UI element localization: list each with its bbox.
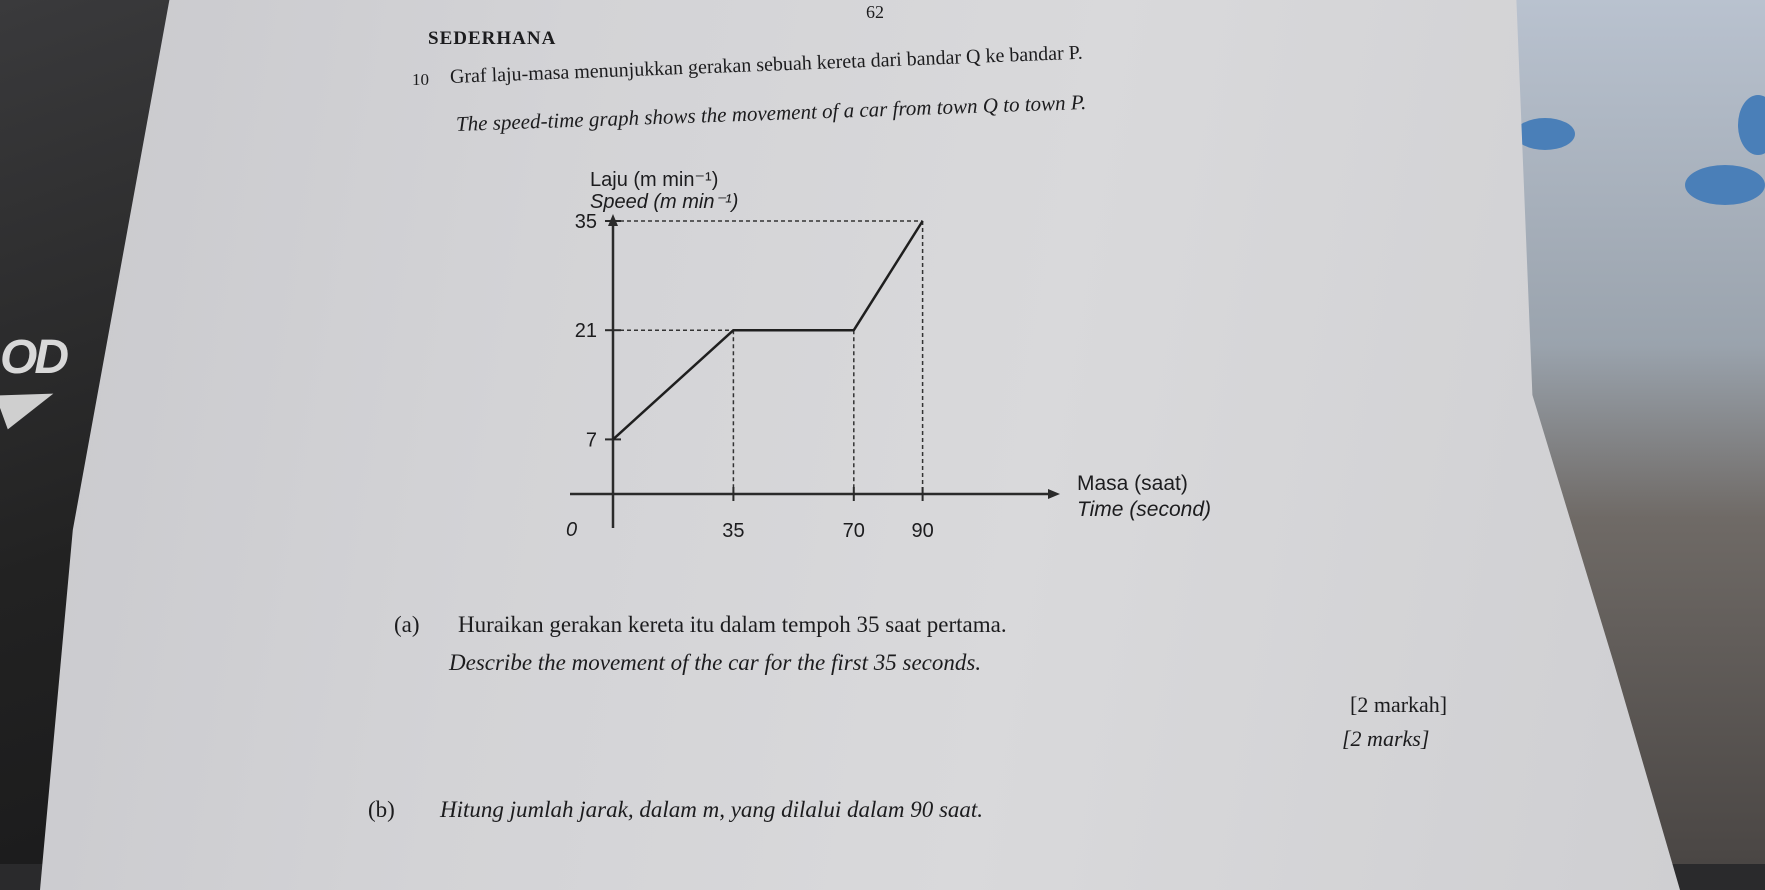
question-text-english: The speed-time graph shows the movement of a car from town Q to town P. <box>455 90 1087 136</box>
y-tick-label: 7 <box>585 429 597 452</box>
part-a-text-english: Describe the movement of the car for the first 35 seconds. <box>449 650 982 675</box>
speed-time-line <box>613 221 923 439</box>
part-a-label: (a) <box>394 612 420 637</box>
part-b-text-malay: Hitung jumlah jarak, dalam m, yang dilalui dalam 90 saat. <box>440 797 984 822</box>
graph-marks <box>575 211 934 542</box>
y-tick-label: 35 <box>574 211 597 233</box>
y-axis-label-english: Speed (m min⁻¹) <box>590 191 739 213</box>
x-tick-label: 90 <box>911 520 934 542</box>
x-axis-arrow <box>1048 489 1060 499</box>
part-a-marks-malay: [2 markah] <box>1350 692 1448 717</box>
x-axis-label-english: Time (second) <box>1077 498 1212 521</box>
y-axis-label-malay: Laju (m min⁻¹) <box>590 169 719 191</box>
question-number: 10 <box>412 70 429 89</box>
part-a-marks-english: [2 marks] <box>1342 726 1430 751</box>
page-number: 62 <box>866 2 884 22</box>
x-tick-label: 70 <box>842 520 865 542</box>
part-b-label: (b) <box>368 797 395 822</box>
x-tick-label: 35 <box>722 520 745 542</box>
x-axis-label-malay: Masa (saat) <box>1077 472 1188 495</box>
origin-label: 0 <box>566 519 578 541</box>
part-a-text-malay: Huraikan gerakan kereta itu dalam tempoh 35 saat pertama. <box>458 612 1007 637</box>
section-heading: SEDERHANA <box>428 28 557 49</box>
background-logo: OD <box>0 331 66 384</box>
y-tick-label: 21 <box>574 320 597 343</box>
question-text-malay: Graf laju-masa menunjukkan gerakan sebuah kereta dari bandar Q ke bandar P. <box>449 41 1084 88</box>
